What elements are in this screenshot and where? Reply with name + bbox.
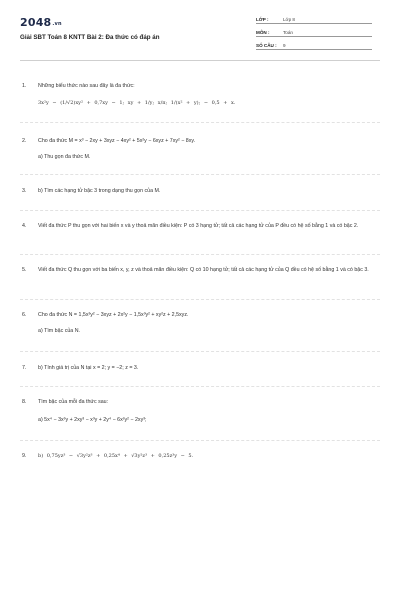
site-logo[interactable]	[20, 16, 62, 29]
divider	[20, 351, 380, 352]
logo-main: 2048	[20, 16, 52, 29]
question-number: 8.	[22, 399, 27, 405]
divider	[20, 254, 380, 255]
question-number: 7.	[22, 365, 27, 371]
meta-class-key: LỚP :	[256, 17, 269, 22]
question-text: b) 0,75yz³ − √3y²z³ + 0,25x⁴ + √3y²z³ + 0,25z³y − 5.	[38, 453, 194, 459]
header	[0, 0, 400, 58]
question-text: b) Tìm các hạng tử bậc 3 trong dạng thu gọn của M.	[38, 188, 161, 194]
question-number: 3.	[22, 188, 27, 194]
question-number: 4.	[22, 223, 27, 229]
question-7	[22, 364, 382, 372]
divider	[20, 210, 380, 211]
question-number: 6.	[22, 312, 27, 318]
divider	[20, 299, 380, 300]
page-title: Giải SBT Toán 8 KNTT Bài 2: Đa thức có đáp án	[20, 34, 160, 41]
question-number: 2.	[22, 138, 27, 144]
question-1	[22, 82, 382, 107]
question-9	[22, 452, 382, 460]
meta-count-value: 9	[283, 43, 286, 48]
question-3	[22, 187, 382, 195]
question-text: Viết đa thức Q thu gọn với ba biến x, y, z và thoả mãn điều kiện: Q có 10 hạng tử; tất cả các hạng tử của Q đều có hệ số bằng 1 và có bậc 3.	[38, 267, 369, 273]
meta-subject-value: Toán	[283, 30, 293, 35]
question-subpart: a) 5x⁴ − 3x³y + 2xy³ − x³y + 2y⁴ − 6x²y² − 2xy³;	[38, 417, 147, 423]
question-subpart: a) Thu gọn đa thức M.	[38, 154, 91, 160]
question-text: Tìm bậc của mỗi đa thức sau:	[38, 399, 109, 405]
question-text: Cho đa thức N = 1,5x³y² − 3xyz + 2x²y − 1,5x³y² + xy²z + 2,5xyz.	[38, 312, 189, 318]
meta-subject	[256, 30, 372, 37]
divider	[20, 122, 380, 123]
meta-class	[256, 17, 372, 24]
meta-count-key: SỐ CÂU :	[256, 43, 277, 48]
question-subpart: a) Tìm bậc của N.	[38, 328, 80, 334]
question-6	[22, 311, 382, 335]
question-text: b) Tính giá trị của N tại x = 2; y = −2; z = 3.	[38, 365, 139, 371]
meta-subject-key: MÔN :	[256, 30, 270, 35]
question-5	[22, 266, 382, 274]
question-number: 9.	[22, 453, 27, 459]
question-8	[22, 398, 382, 424]
meta-count	[256, 43, 372, 50]
question-text: Những biểu thức nào sau đây là đa thức:	[38, 83, 135, 89]
question-text: Cho đa thức M = x³ − 2xy + 3xyz − 4xy² + 5x²y − 6xyz + 7xy² − 8xy.	[38, 138, 196, 144]
divider	[20, 174, 380, 175]
question-number: 1.	[22, 83, 27, 89]
question-4	[22, 222, 382, 230]
divider	[20, 386, 380, 387]
divider	[20, 440, 380, 441]
header-divider	[20, 60, 380, 61]
meta-class-value: Lớp 8	[283, 17, 295, 22]
question-2	[22, 137, 382, 161]
logo-suffix: .vn	[52, 21, 62, 27]
question-math: 3x²y − (1/√2)xy² + 0,7xy − 1; xy + 1/y; x/π; 1/(x² + y); − 0,5 + x.	[38, 100, 236, 106]
question-number: 5.	[22, 267, 27, 273]
question-text: Viết đa thức P thu gọn với hai biến x và y thoả mãn điều kiện: P có 3 hạng tử; tất cả các hạng tử của P đều có hệ số bằng 1 và có bậc 2.	[38, 223, 359, 229]
